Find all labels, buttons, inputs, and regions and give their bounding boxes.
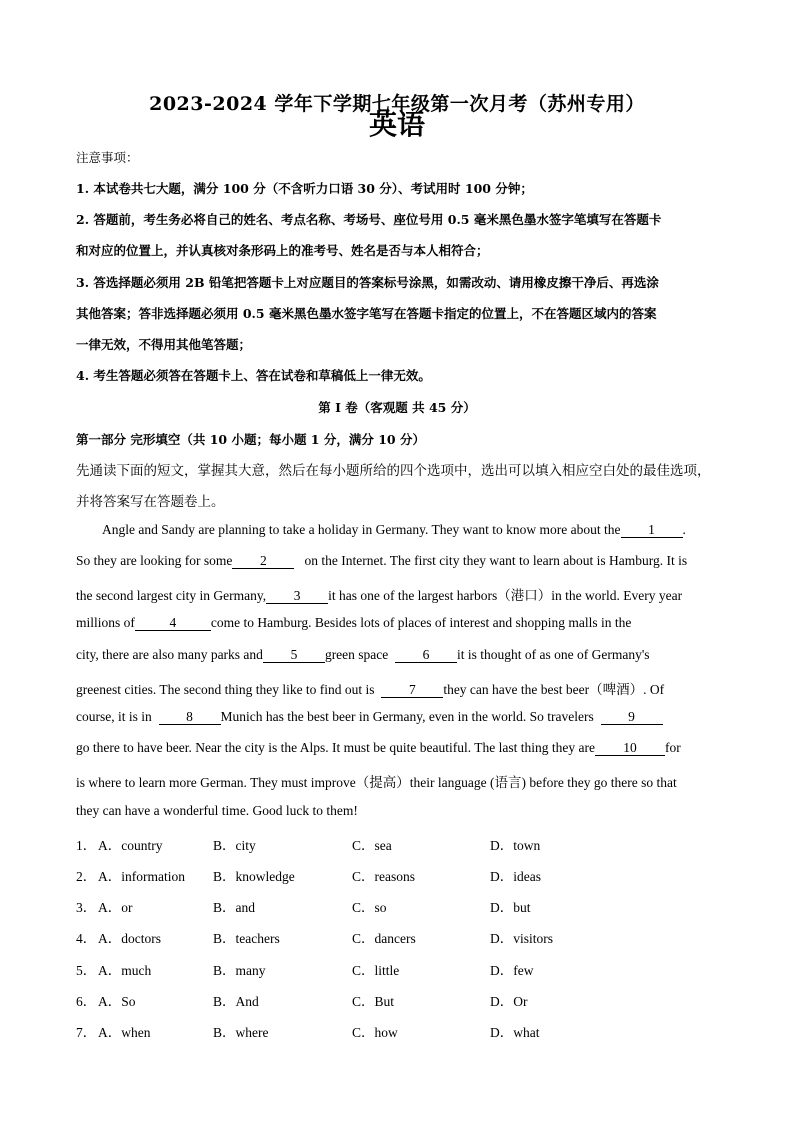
notice-heading: 注意事项： <box>76 150 139 165</box>
question-number: 1． <box>76 838 97 853</box>
option-c[interactable]: C．little <box>352 963 400 978</box>
passage-line <box>76 647 650 663</box>
blank-1: 1 <box>621 523 683 538</box>
question-number: 5． <box>76 963 97 978</box>
blank-10: 10 <box>595 741 665 756</box>
notice-line: 和对应的位置上，并认真核对条形码上的准考号、姓名是否与本人相符合； <box>76 243 489 258</box>
passage-text: city, there are also many parks and <box>76 647 263 662</box>
option-a[interactable]: A．country <box>98 838 163 853</box>
passage-text: greenest cities. The second thing they like to find out is <box>76 682 375 697</box>
option-c[interactable]: C．But <box>352 994 395 1009</box>
notice-line: 一律无效，不得用其他笔答题； <box>76 337 252 352</box>
notice-line: 2. 答题前，考生务必将自己的姓名、考点名称、考场号、座位号用 0.5 毫米黑色墨水签字笔填写在答题卡 <box>76 212 662 227</box>
passage-line <box>76 709 663 725</box>
passage-text: Angle and Sandy are planning to take a holiday in Germany. They want to know more about the <box>102 522 621 537</box>
option-a[interactable]: A．much <box>98 963 152 978</box>
passage-line <box>76 584 682 604</box>
option-b[interactable]: B．where <box>213 1025 269 1040</box>
option-c[interactable]: C．reasons <box>352 869 415 884</box>
passage-text: come to Hamburg. Besides lots of places of interest and shopping malls in the <box>210 615 632 630</box>
option-a[interactable]: A．when <box>98 1025 151 1040</box>
passage-line: they can have a wonderful time. Good luck to them! <box>76 803 358 818</box>
option-c[interactable]: C．dancers <box>352 931 416 946</box>
part-title: 第一部分 完形填空（共 10 小题；每小题 1 分，满分 10 分） <box>76 432 425 447</box>
notice-line: 4. 考生答题必须答在答题卡上、答在试卷和草稿低上一律无效。 <box>76 368 431 383</box>
passage-text: for <box>664 740 681 755</box>
passage-text: the second largest city in Germany, <box>76 588 267 603</box>
question-number: 6． <box>76 994 97 1009</box>
option-a[interactable]: A．information <box>98 869 185 884</box>
option-d[interactable]: D．visitors <box>490 931 554 946</box>
option-b[interactable]: B．many <box>213 963 266 978</box>
option-d[interactable]: D．Or <box>490 994 528 1009</box>
passage-text: green space <box>324 647 389 662</box>
passage-text: millions of <box>76 615 135 630</box>
option-a[interactable]: A．or <box>98 900 133 915</box>
notice-line: 其他答案；答非选择题必须用 0.5 毫米黑色墨水签字笔写在答题卡指定的位置上，不在答题区域内的答案 <box>76 306 657 321</box>
blank-2: 2 <box>232 554 294 569</box>
passage-line <box>76 615 631 631</box>
notice-line: 1. 本试卷共七大题，满分 100 分（不含听力口语 30 分）、考试用时 100 分钟； <box>76 181 533 196</box>
blank-4: 4 <box>135 616 211 631</box>
option-d[interactable]: D．town <box>490 838 541 853</box>
blank-5: 5 <box>263 648 325 663</box>
passage-text: . <box>682 522 686 537</box>
notice-line: 3. 答选择题必须用 2B 铅笔把答题卡上对应题目的答案标号涂黑，如需改动、请用橡皮擦干净后、再选涂 <box>76 275 659 290</box>
passage-line: is where to learn more German. They must improve（提高）their language (语言) before they go there so that <box>76 775 677 790</box>
blank-8: 8 <box>159 710 221 725</box>
passage-text: So they are looking for some <box>76 553 233 568</box>
passage-text: it has one of the largest harbors（港口）in the world. Every year <box>328 588 683 603</box>
blank-3: 3 <box>266 589 328 604</box>
section-title: 第 I 卷（客观题 共 45 分） <box>318 400 476 415</box>
option-b[interactable]: B．knowledge <box>213 869 295 884</box>
option-d[interactable]: D．few <box>490 963 534 978</box>
instruction-line: 先通读下面的短文，掌握其大意，然后在每小题所给的四个选项中，选出可以填入相应空白处的最佳选项， <box>76 463 711 479</box>
passage-line <box>102 522 686 538</box>
option-a[interactable]: A．So <box>98 994 136 1009</box>
passage-line <box>76 678 664 698</box>
exam-title: 2023-2024 学年下学期七年级第一次月考（苏州专用） <box>149 93 645 115</box>
passage-text: on the Internet. The first city they want to learn about is Hamburg. It is <box>304 553 688 568</box>
option-c[interactable]: C．so <box>352 900 387 915</box>
option-c[interactable]: C．how <box>352 1025 398 1040</box>
option-c[interactable]: C．sea <box>352 838 392 853</box>
option-b[interactable]: B．city <box>213 838 256 853</box>
option-d[interactable]: D．but <box>490 900 531 915</box>
question-number: 7． <box>76 1025 97 1040</box>
blank-9: 9 <box>601 710 663 725</box>
option-a[interactable]: A．doctors <box>98 931 161 946</box>
passage-text: course, it is in <box>76 709 152 724</box>
option-d[interactable]: D．ideas <box>490 869 541 884</box>
passage-text: go there to have beer. Near the city is the Alps. It must be quite beautiful. The last thing they are <box>76 740 595 755</box>
blank-6: 6 <box>395 648 457 663</box>
blank-7: 7 <box>381 683 443 698</box>
passage-text: they can have the best beer（啤酒）. Of <box>443 682 665 697</box>
passage-line <box>76 740 681 756</box>
option-b[interactable]: B．and <box>213 900 255 915</box>
passage-text: it is thought of as one of Germany's <box>457 647 650 662</box>
option-d[interactable]: D．what <box>490 1025 540 1040</box>
question-number: 4． <box>76 931 97 946</box>
question-number: 3． <box>76 900 97 915</box>
passage-text: Munich has the best beer in Germany, even in the world. So travelers <box>220 709 594 724</box>
option-b[interactable]: B．And <box>213 994 259 1009</box>
subject-title: 英语 <box>368 108 425 141</box>
passage-line <box>76 553 687 569</box>
question-number: 2． <box>76 869 97 884</box>
option-b[interactable]: B．teachers <box>213 931 280 946</box>
instruction-line: 并将答案写在答题卷上。 <box>76 494 225 510</box>
